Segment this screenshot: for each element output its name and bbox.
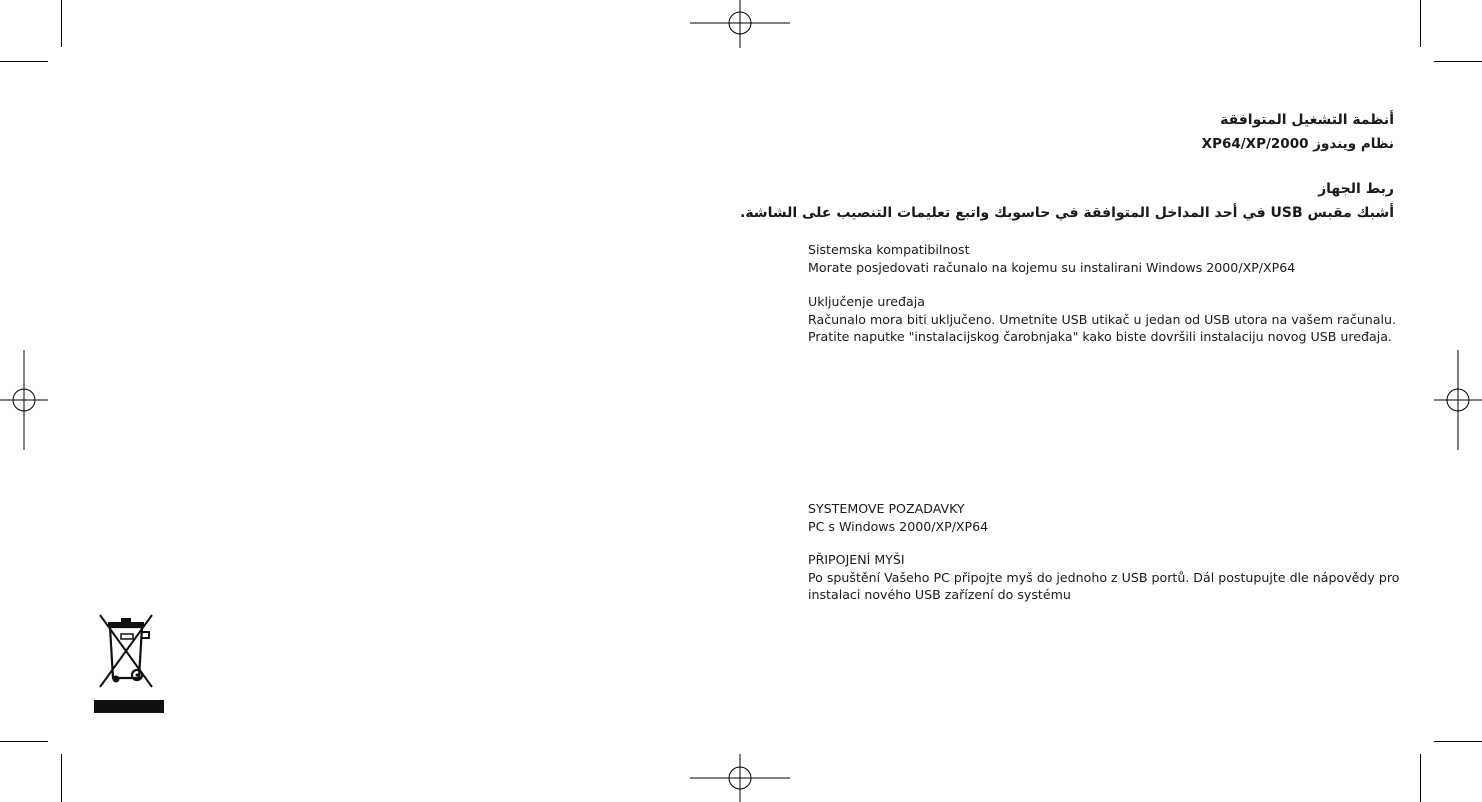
czech-compat-section: [808, 500, 988, 535]
czech-connect-title: PŘIPOJENÍ MYŠI: [808, 552, 905, 567]
croatian-connect-title: Uključenje uređaja: [808, 294, 925, 309]
croatian-compat-section: [808, 241, 1295, 276]
crop-mark: [0, 61, 48, 62]
czech-connect-line1: Po spuštění Vašeho PC připojte myš do jednoho z USB portů. Dál postupujte dle nápovědy pro: [808, 569, 1400, 585]
croatian-connect-line1: Računalo mora biti uključeno. Umetnite USB utikač u jedan od USB utora na vašem računalu.: [808, 311, 1396, 327]
crop-mark: [1434, 61, 1482, 62]
croatian-connect-line2: Pratite naputke "instalacijskog čarobnjaka" kako biste dovršili instalaciju novog USB uređaja.: [808, 329, 1392, 345]
registration-mark-right: [1434, 350, 1482, 450]
croatian-compat-title: Sistemska kompatibilnost: [808, 242, 970, 257]
arabic-compat-title: أنظمة التشغيل المتوافقة: [1220, 112, 1394, 128]
croatian-connect-section: [808, 293, 1396, 346]
crop-mark: [0, 741, 48, 742]
registration-mark-top: [690, 0, 790, 48]
arabic-connect-text: أشبك مقبس USB في أحد المداخل المتوافقة في حاسوبك واتبع تعليمات التنصيب على الشاشة.: [740, 205, 1394, 221]
arabic-connect-title: ربط الجهاز: [1318, 181, 1394, 197]
registration-mark-left: [0, 350, 48, 450]
czech-compat-text: PC s Windows 2000/XP/XP64: [808, 518, 989, 534]
crop-mark: [61, 754, 62, 802]
czech-connect-section: [808, 551, 1399, 604]
registration-mark-bottom: [690, 754, 790, 802]
crop-mark: [1420, 754, 1421, 802]
crop-mark: [1420, 0, 1421, 47]
croatian-compat-text: Morate posjedovati računalo na kojemu su instalirani Windows 2000/XP/XP64: [808, 259, 1296, 275]
crop-mark: [1434, 741, 1482, 742]
czech-connect-line2: instalaci nového USB zařízení do systému: [808, 587, 1071, 603]
czech-compat-title: SYSTEMOVE POZADAVKY: [808, 501, 965, 516]
crop-mark: [61, 0, 62, 47]
weee-crossed-bin-icon: [94, 612, 164, 714]
arabic-compat-os: نظام ويندوز XP64/XP/2000: [1201, 136, 1394, 152]
